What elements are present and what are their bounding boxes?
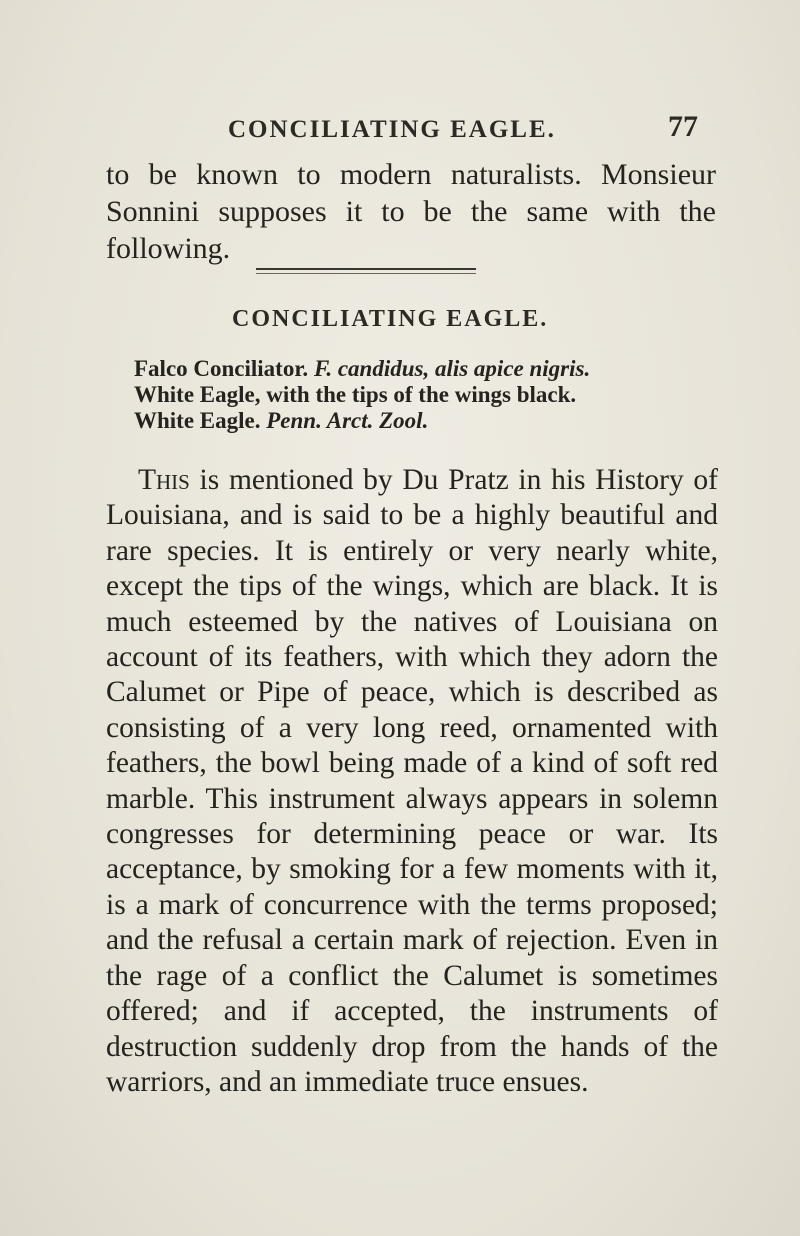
synonymy-roman: White Eagle, with the tips of the wings black. <box>134 382 577 407</box>
synonymy-line <box>134 382 694 408</box>
section-heading: CONCILIATING EAGLE. <box>232 306 549 332</box>
body-paragraph <box>106 463 718 1100</box>
page-number: 77 <box>668 110 698 143</box>
synonymy-line <box>134 408 694 434</box>
intro-paragraph: to be known to modern naturalists. Monsieur Sonnini supposes it to be the same with the following. <box>106 158 716 265</box>
running-head <box>0 110 800 150</box>
running-title: CONCILIATING EAGLE. <box>228 116 556 143</box>
synonymy-line <box>134 356 694 382</box>
synonymy-italic: F. candidus, alis apice nigris. <box>313 356 591 381</box>
synonymy-roman: Falco Conciliator. <box>134 356 314 381</box>
section-divider-thin <box>256 273 476 274</box>
section-divider <box>256 268 476 270</box>
opening-word: This <box>138 464 190 496</box>
synonymy-italic: Penn. Arct. Zool. <box>266 408 429 433</box>
synonymy-block <box>134 356 694 434</box>
body-text: is mentioned by Du Pratz in his History of Louisiana, and is said to be a highly beautiful and rare species. It is entirely or very nearly white, except the tips of the wings, which are black. It is much esteemed by the natives of Louisiana on account of its feathers, with which they adorn the Calumet or Pipe of peace, which is described as consisting of a very long reed, ornamented with feathers, the bowl being made of a kind of soft red marble. This instrument always appears in solemn congresses for determining peace or war. Its acceptance, by smoking for a few moments with it, is a mark of concurrence with the terms proposed; and the refusal a certain mark of rejection. Even in the rage of a conflict the Calumet is sometimes offered; and if accepted, the instruments of destruction suddenly drop from the hands of the warriors, and an immediate truce ensues. <box>106 464 718 1098</box>
synonymy-roman: White Eagle. <box>134 408 267 433</box>
